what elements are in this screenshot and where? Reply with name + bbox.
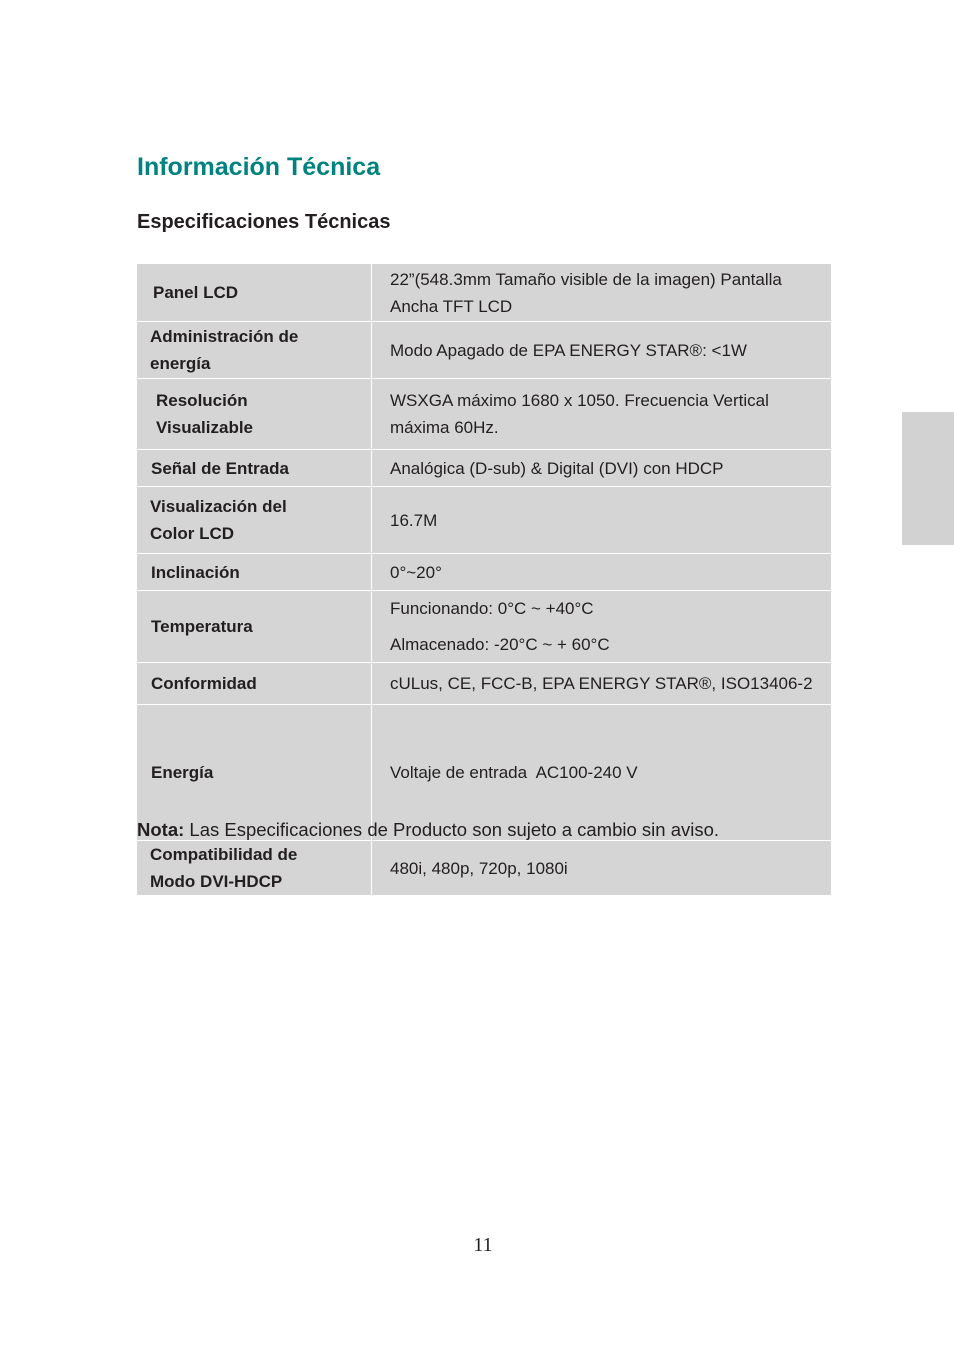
table-row [137,591,832,663]
spec-value: 480i, 480p, 720p, 1080i [372,841,832,896]
table-row [137,264,832,322]
spec-label: Temperatura [137,591,372,663]
page-number: 11 [473,1234,493,1256]
table-row [137,841,832,896]
spec-label: Panel LCD [137,264,372,322]
table-row [137,450,832,487]
spec-value: WSXGA máximo 1680 x 1050. Frecuencia Vertical máxima 60Hz. [372,379,832,450]
spec-value: cULus, CE, FCC-B, EPA ENERGY STAR®, ISO13406-2 [372,663,832,705]
spec-label: Energía [137,705,372,841]
side-tab-marker [902,412,954,545]
spec-label: Conformidad [137,663,372,705]
section-title: Especificaciones Técnicas [137,211,391,233]
spec-label: Señal de Entrada [137,450,372,487]
spec-label: Inclinación [137,554,372,591]
spec-table [136,263,832,896]
spec-value: 0°~20° [372,554,832,591]
page-title: Información Técnica [137,153,381,181]
table-row [137,487,832,554]
spec-value: 22”(548.3mm Tamaño visible de la imagen) Pantalla Ancha TFT LCD [372,264,832,322]
table-row [137,663,832,705]
spec-label: Compatibilidad de Modo DVI-HDCP [137,841,372,896]
spec-label: Visualización del Color LCD [137,487,372,554]
table-row [137,554,832,591]
spec-value: Voltaje de entrada AC100-240 V [372,705,832,841]
spec-value: 16.7M [372,487,832,554]
spec-label: Resolución Visualizable [137,379,372,450]
product-note [137,816,719,844]
spec-value: Analógica (D-sub) & Digital (DVI) con HDCP [372,450,832,487]
note-text: Las Especificaciones de Producto son sujeto a cambio sin aviso. [184,819,720,840]
table-row [137,322,832,379]
note-label: Nota: [137,819,185,840]
spec-label: Administración de energía [137,322,372,379]
spec-value: Funcionando: 0°C ~ +40°C Almacenado: -20°C ~ + 60°C [372,591,832,663]
table-row [137,379,832,450]
spec-value: Modo Apagado de EPA ENERGY STAR®: <1W [372,322,832,379]
